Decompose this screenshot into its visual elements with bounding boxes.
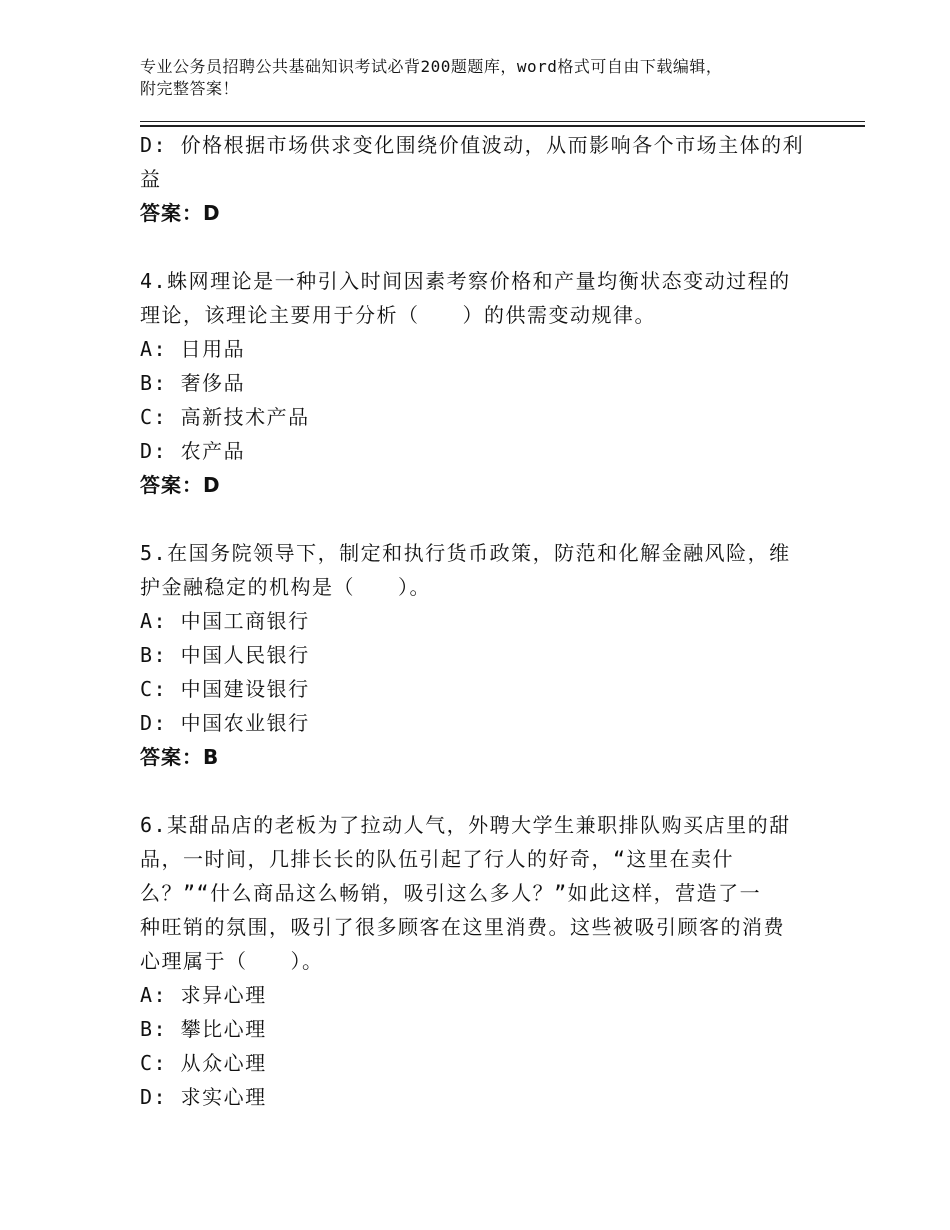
question-stem: 5.在国务院领导下，制定和执行货币政策，防范和化解金融风险，维	[140, 541, 791, 565]
question-stem-continued: 品，一时间，几排长长的队伍引起了行人的好奇，“这里在卖什	[140, 847, 735, 871]
question-stem-continued: 心理属于（ ）。	[140, 949, 324, 973]
question-5	[140, 536, 805, 774]
question-stem: 6.某甜品店的老板为了拉动人气，外聘大学生兼职排队购买店里的甜	[140, 813, 791, 837]
option-d: D: 价格根据市场供求变化围绕价值波动，从而影响各个市场主体的利	[140, 133, 805, 157]
header-divider-thin	[140, 121, 865, 122]
spacer	[140, 774, 805, 808]
header-divider-thick	[140, 125, 865, 127]
spacer	[140, 230, 805, 264]
option-d-continued: 益	[140, 167, 162, 191]
option-a: A: 求异心理	[140, 983, 267, 1007]
question-stem-continued: 理论，该理论主要用于分析（ ）的供需变动规律。	[140, 303, 656, 327]
option-d: D: 农产品	[140, 439, 246, 463]
answer: 答案：D	[140, 201, 221, 225]
answer: 答案：B	[140, 745, 220, 769]
option-c: C: 高新技术产品	[140, 405, 310, 429]
header-line-1: 专业公务员招聘公共基础知识考试必背200题题库，word格式可自由下载编辑，	[140, 57, 723, 76]
document-body	[140, 128, 805, 1114]
question-3-tail	[140, 128, 805, 230]
question-4	[140, 264, 805, 502]
spacer	[140, 502, 805, 536]
option-b: B: 中国人民银行	[140, 643, 310, 667]
option-a: A: 日用品	[140, 337, 246, 361]
question-stem: 4.蛛网理论是一种引入时间因素考察价格和产量均衡状态变动过程的	[140, 269, 791, 293]
question-stem-continued: 护金融稳定的机构是（ ）。	[140, 575, 431, 599]
option-c: C: 中国建设银行	[140, 677, 310, 701]
question-6	[140, 808, 805, 1114]
option-d: D: 求实心理	[140, 1085, 267, 1109]
option-b: B: 奢侈品	[140, 371, 246, 395]
question-stem-continued: 么？”“什么商品这么畅销，吸引这么多人？”如此这样，营造了一	[140, 881, 762, 905]
option-d: D: 中国农业银行	[140, 711, 310, 735]
answer: 答案：D	[140, 473, 221, 497]
option-c: C: 从众心理	[140, 1051, 267, 1075]
page-header	[140, 56, 860, 100]
question-stem-continued: 种旺销的氛围，吸引了很多顾客在这里消费。这些被吸引顾客的消费	[140, 915, 785, 939]
option-a: A: 中国工商银行	[140, 609, 310, 633]
option-b: B: 攀比心理	[140, 1017, 267, 1041]
header-line-2: 附完整答案！	[140, 79, 240, 98]
